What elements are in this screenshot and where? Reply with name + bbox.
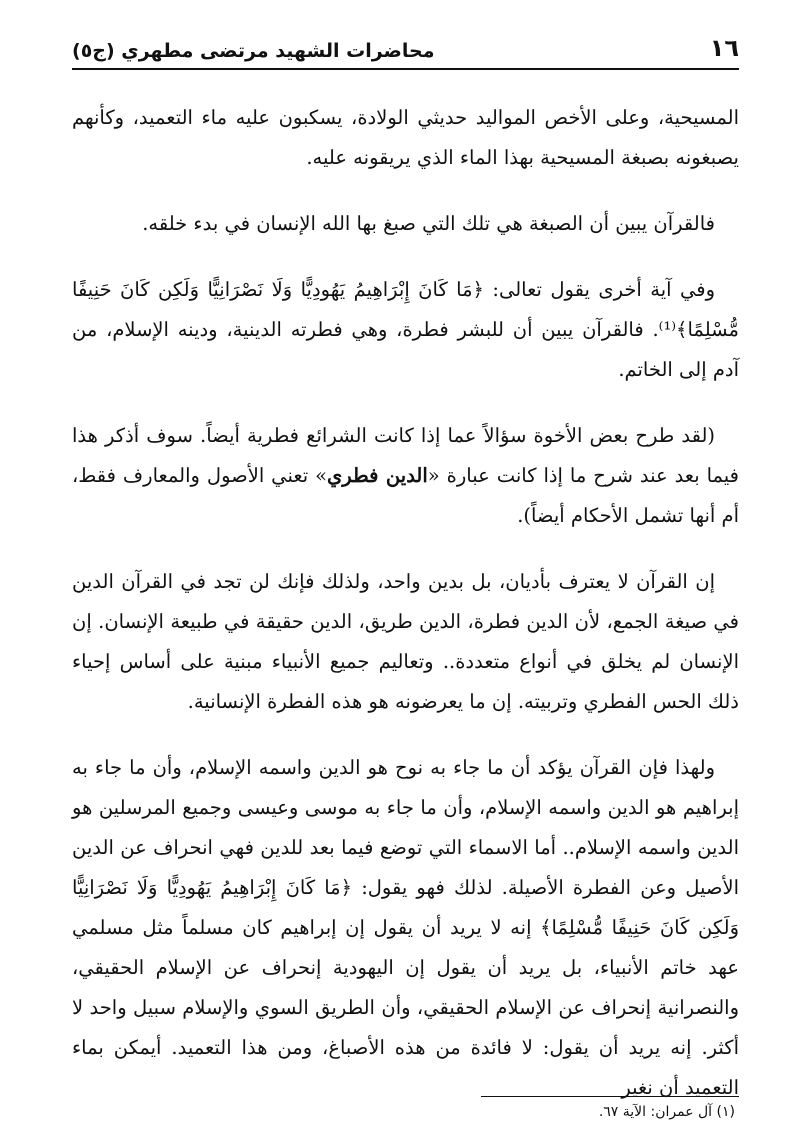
paragraph-4 <box>72 416 739 536</box>
page-number: ١٦ <box>709 34 739 62</box>
paragraph-3: وفي آية أخرى يقول تعالى: ﴿مَا كَانَ إِبْرَاهِيمُ يَهُودِيًّا وَلَا نَصْرَانِيًّا وَلَكِن كَانَ حَنِيفًا مُّسْلِمًا﴾⁽¹⁾. فالقرآن يبين أن للبشر فطرة، وهي فطرته الدينية، ودينه الإسلام، من آدم إلى الخاتم. <box>72 278 739 381</box>
page-header <box>72 30 739 70</box>
paragraph-1: المسيحية، وعلى الأخص المواليد حديثي الولادة، يسكبون عليه ماء التعميد، وكأنهم يصبغونه بصبغة المسيحية بهذا الماء الذي يريقونه عليه. <box>72 106 739 169</box>
footnote-divider <box>481 1096 739 1097</box>
bold-phrase: الدين فطري <box>327 464 428 487</box>
paragraph-6: ولهذا فإن القرآن يؤكد أن ما جاء به نوح هو الدين واسمه الإسلام، وأن ما جاء به إبراهيم هو الدين واسمه الإسلام، وأن ما جاء به موسى وعيسى وجميع المرسلين هو الدين واسمه الإسلام.. أما الاسماء التي توضع فيما بعد للدين فهي انحراف عن الدين الأصيل وعن الفطرة الأصيلة. لذلك فهو يقول: ﴿مَا كَانَ إِبْرَاهِيمُ يَهُودِيًّا وَلَا نَصْرَانِيًّا وَلَكِن كَانَ حَنِيفًا مُّسْلِمًا﴾ إنه لا يريد أن يقول إن إبراهيم كان مسلماً مثل مسلمي عهد خاتم الأنبياء، بل يريد أن يقول إن اليهودية إنحراف عن الإسلام الحقيقي، والنصرانية إنحراف عن الإسلام الحقيقي، وأن الطريق السوي والإسلام سبيل واحد لا أكثر. إنه يريد أن يقول: لا فائدة من هذه الأصباغ، ومن هذا التعميد. أيمكن بماء التعميد أن نغير <box>72 756 739 1099</box>
body-text <box>72 98 739 1134</box>
paragraph-2: فالقرآن يبين أن الصبغة هي تلك التي صبغ بها الله الإنسان في بدء خلقه. <box>142 212 715 235</box>
paragraph-4-start: (لقد طرح بعض الأخوة سؤالاً عما إذا كانت الشرائع فطرية أيضاً. سوف أذكر هذا فيما بعد عند شرح ما إذا كانت عبارة « <box>72 424 740 487</box>
footnote: (١) آل عمران: الآية ٦٧. <box>598 1104 735 1120</box>
paragraph-5: إن القرآن لا يعترف بأديان، بل بدين واحد، ولذلك فإنك لن تجد في القرآن الدين في صيغة الجمع، لأن الدين فطرة، الدين طريق، الدين حقيقة في طبيعة الإنسان. إن الإنسان لم يخلق في أنواع متعددة.. وتعاليم جميع الأنبياء مبنية على أساس إحياء ذلك الحس الفطري وتربيته. إن ما يعرضونه هو هذه الفطرة الإنسانية. <box>72 570 739 713</box>
paragraph-4-end: » تعني الأصول والمعارف فقط، أم أنها تشمل الأحكام أيضاً). <box>72 464 739 527</box>
running-title: محاضرات الشهيد مرتضى مطهري (ج٥) <box>72 40 435 62</box>
